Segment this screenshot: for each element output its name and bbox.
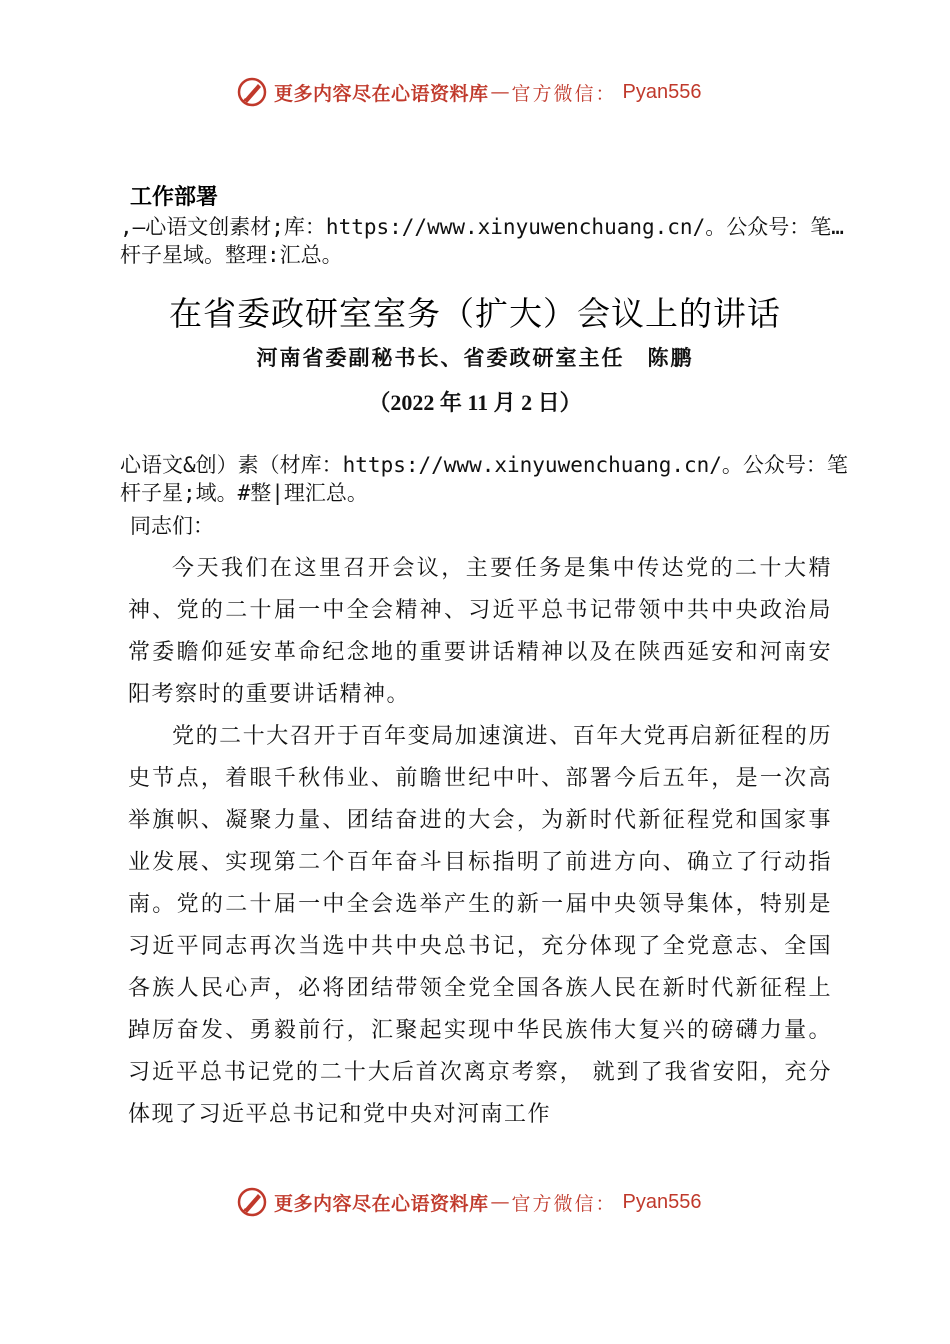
paragraph: 今天我们在这里召开会议，主要任务是集中传达党的二十大精神、党的二十届一中全会精神、习近平总书记带领中共中央政治局常委瞻仰延安革命纪念地的重要讲话精神以及在陕西延安和河南安阳考察时的重要讲话精神。 xyxy=(128,556,832,707)
pen-logo-icon xyxy=(236,1186,268,1218)
watermark-wechat-id: Pyan556 xyxy=(622,80,702,103)
watermark-text: 更多内容尽在心语资料库 xyxy=(274,1192,489,1215)
document-title: 在省委政研室室务（扩大）会议上的讲话 xyxy=(169,294,781,333)
source-note-top: ,—心语文创素材;库：https://www.xinyuwenchuang.cn/。公众号：笔…杆子星域。整理:汇总。 xyxy=(120,215,844,267)
watermark-wechat-id: Pyan556 xyxy=(622,1190,702,1213)
greeting: 同志们： xyxy=(130,514,214,538)
watermark-dash: — xyxy=(490,1191,510,1213)
watermark-wechat-label: 官方微信： xyxy=(511,82,617,105)
footer-watermark xyxy=(236,1184,702,1220)
source-note-middle: 心语文&创）素（材库：https://www.xinyuwenchuang.cn/。公众号：笔杆子星;域。#整|理汇总。 xyxy=(120,453,848,505)
watermark-text: 更多内容尽在心语资料库 xyxy=(274,82,489,105)
author-line: 河南省委副秘书长、省委政研室主任 陈鹏 xyxy=(256,345,694,370)
pen-logo-icon xyxy=(236,76,268,108)
section-title: 工作部署 xyxy=(130,185,219,210)
body-text xyxy=(128,548,832,1136)
paragraph: 党的二十大召开于百年变局加速演进、百年大党再启新征程的历史节点，着眼千秋伟业、前瞻世纪中叶、部署今后五年，是一次高举旗帜、凝聚力量、团结奋进的大会，为新时代新征程党和国家事业发展、实现第二个百年奋斗目标指明了前进方向、确立了行动指南。党的二十届一中全会选举产生的新一届中央领导集体，特别是习近平同志再次当选中共中央总书记，充分体现了全党意志、全国各族人民心声，必将团结带领全党全国各族人民在新时代新征程上踔厉奋发、勇毅前行，汇聚起实现中华民族伟大复兴的磅礴力量。习近平总书记党的二十大后首次离京考察， 就到了我省安阳，充分体现了习近平总书记和党中央对河南工作 xyxy=(128,724,832,1127)
header-watermark xyxy=(236,74,702,110)
date-line: （2022 年 11 月 2 日） xyxy=(368,390,582,415)
watermark-dash: — xyxy=(490,81,510,103)
watermark-wechat-label: 官方微信： xyxy=(511,1192,617,1215)
